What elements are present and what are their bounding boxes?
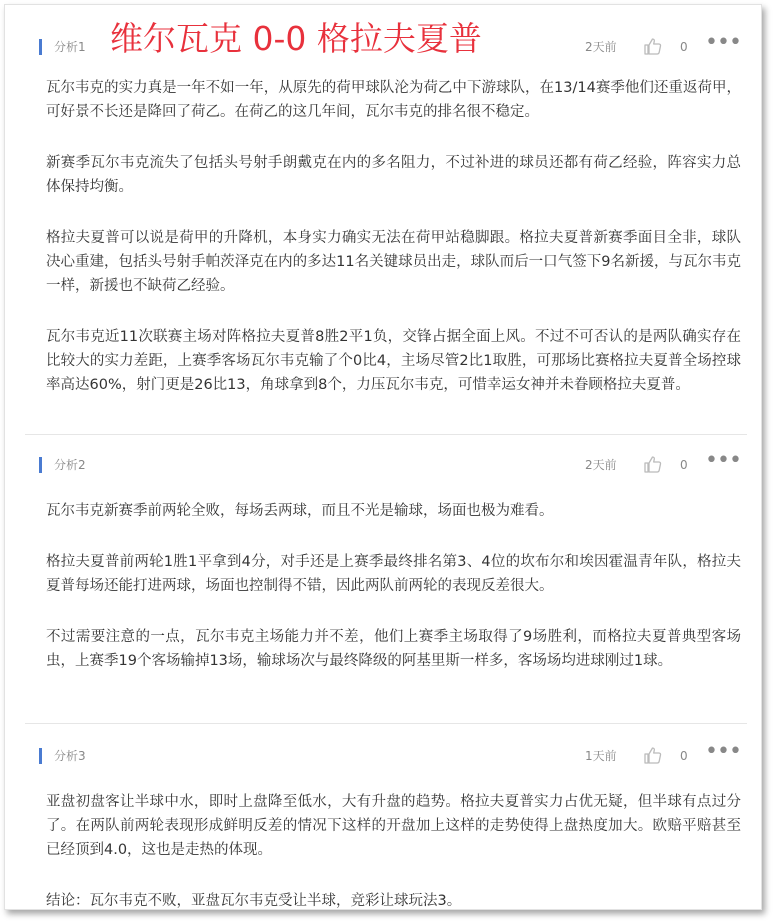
like-count: 0 — [680, 749, 688, 763]
more-dots-icon[interactable]: ••• — [705, 30, 741, 55]
thumbs-up-icon[interactable] — [643, 454, 663, 474]
paragraph: 结论：瓦尔韦克不败，亚盘瓦尔韦克受让半球，竞彩让球玩法3。 — [46, 893, 462, 909]
analysis-card-2 — [5, 443, 761, 700]
analysis-tag: 分析3 — [39, 748, 86, 764]
thumbs-up-icon[interactable] — [643, 745, 663, 765]
post-time: 2天前 — [585, 40, 617, 54]
analysis-card-3 — [5, 734, 761, 910]
card-header — [5, 734, 761, 776]
card-divider — [25, 723, 747, 724]
card-body — [5, 485, 761, 673]
more-dots-icon[interactable]: ••• — [705, 448, 741, 473]
paragraph: 不过需要注意的一点，瓦尔韦克主场能力并不差，他们上赛季主场取得了9场胜利，而格拉夫夏普典型客场虫，上赛季19个客场输掉13场，输球场次与最终降级的阿基里斯一样多，客场场均进球刚过1球。 — [46, 629, 741, 669]
like-count: 0 — [680, 40, 688, 54]
card-divider — [25, 434, 747, 435]
match-headline: 维尔瓦克 0-0 格拉夫夏普 — [110, 19, 482, 58]
article-frame — [4, 4, 762, 910]
paragraph: 格拉夫夏普可以说是荷甲的升降机，本身实力确实无法在荷甲站稳脚跟。格拉夫夏普新赛季面目全非，球队决心重建，包括头号射手帕茨泽克在内的多达11名关键球员出走，球队而后一口气签下9名新援，与瓦尔韦克一样，新援也不缺荷乙经验。 — [46, 230, 741, 294]
paragraph: 格拉夫夏普前两轮1胜1平拿到4分，对手还是上赛季最终排名第3、4位的坎布尔和埃因霍温青年队，格拉夫夏普每场还能打进两球，场面也控制得不错，因此两队前两轮的表现反差很大。 — [46, 554, 741, 594]
thumbs-up-icon[interactable] — [643, 36, 663, 56]
like-count: 0 — [680, 458, 688, 472]
card-header — [5, 443, 761, 485]
post-time: 2天前 — [585, 458, 617, 472]
paragraph: 瓦尔韦克新赛季前两轮全败，每场丢两球，而且不光是输球，场面也极为难看。 — [46, 503, 554, 519]
analysis-tag: 分析2 — [39, 457, 86, 473]
paragraph: 亚盘初盘客让半球中水，即时上盘降至低水，大有升盘的趋势。格拉夫夏普实力占优无疑，但半球有点过分了。在两队前两轮表现形成鲜明反差的情况下这样的开盘加上这样的走势使得上盘热度加大。欧赔平赔甚至已经顶到4.0，这也是走热的体现。 — [46, 794, 741, 858]
card-body — [5, 67, 761, 397]
more-dots-icon[interactable]: ••• — [705, 739, 741, 764]
paragraph: 新赛季瓦尔韦克流失了包括头号射手朗戴克在内的多名阻力，不过补进的球员还都有荷乙经验，阵容实力总体保持均衡。 — [46, 155, 741, 195]
post-time: 1天前 — [585, 749, 617, 763]
card-body — [5, 776, 761, 910]
analysis-tag: 分析1 — [39, 39, 86, 55]
analysis-card-1 — [5, 25, 761, 424]
paragraph: 瓦尔韦克近11次联赛主场对阵格拉夫夏普8胜2平1负，交锋占据全面上风。不过不可否认的是两队确实存在比较大的实力差距，上赛季客场瓦尔韦克输了个0比4，主场尽管2比1取胜，可那场比赛格拉夫夏普全场控球率高达60%，射门更是26比13，角球拿到8个，力压瓦尔韦克，可惜幸运女神并未眷顾格拉夫夏普。 — [46, 329, 741, 393]
paragraph: 瓦尔韦克的实力真是一年不如一年，从原先的荷甲球队沦为荷乙中下游球队，在13/14赛季他们还重返荷甲，可好景不长还是降回了荷乙。在荷乙的这几年间，瓦尔韦克的排名很不稳定。 — [46, 80, 741, 120]
